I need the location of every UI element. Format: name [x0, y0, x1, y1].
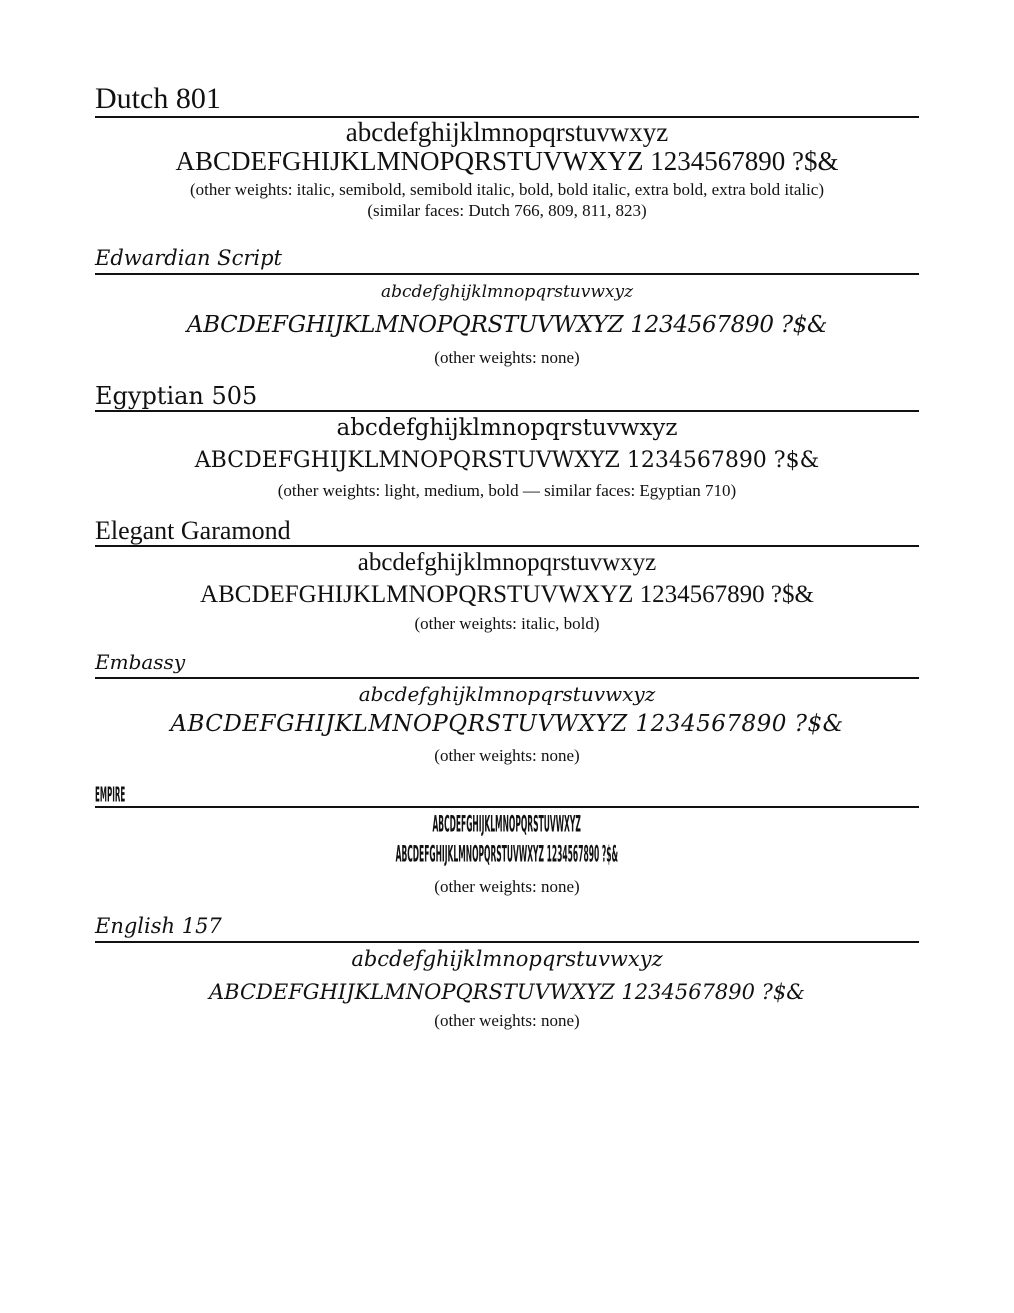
other-weights-note: (other weights: italic, bold) [414, 614, 600, 633]
divider-rule [95, 410, 919, 412]
uppercase-sample: ABCDEFGHIJKLMNOPQRSTUVWXYZ 1234567890 ?$& [175, 146, 839, 176]
uppercase-sample: ABCDEFGHIJKLMNOPQRSTUVWXYZ 1234567890 ?$& [200, 581, 814, 608]
font-name: Egyptian 505 [95, 382, 258, 410]
other-weights-note: (other weights: none) [434, 877, 580, 896]
divider-rule [95, 273, 919, 275]
lowercase-sample: abcdefghijklmnopqrstuvwxyz [336, 415, 678, 441]
uppercase-sample: ABCDEFGHIJKLMNOPQRSTUVWXYZ 1234567890 ?$& [170, 711, 844, 737]
divider-rule [95, 677, 919, 679]
uppercase-sample: ABCDEFGHIJKLMNOPQRSTUVWXYZ 1234567890 ?$& [194, 448, 820, 473]
other-weights-note: (other weights: none) [434, 1011, 580, 1030]
lowercase-sample: abcdefghijklmnopqrstuvwxyz [380, 282, 634, 302]
font-name: EMPIRE [95, 786, 126, 808]
specimen-english-157 [95, 912, 919, 1037]
other-weights-note: (other weights: light, medium, bold — similar faces: Egyptian 710) [277, 481, 737, 500]
lowercase-sample: ABCDEFGHIJKLMNOPQRSTUVWXYZ [432, 811, 582, 838]
lowercase-sample: abcdefghijklmnopqrstuvwxyz [351, 947, 663, 971]
font-name: Edwardian Script [95, 246, 282, 270]
lowercase-sample: abcdefghijklmnopqrstuvwxyz [357, 549, 657, 576]
other-weights-note: (other weights: none) [434, 348, 580, 367]
uppercase-sample-wrap [95, 841, 919, 872]
lowercase-sample: abcdefghijklmnopqrstuvwxyz [358, 682, 656, 706]
divider-rule [95, 941, 919, 943]
lowercase-sample-wrap [95, 811, 919, 842]
specimen-dutch-801 [95, 84, 919, 226]
other-weights-note: (other weights: italic, semibold, semibold italic, bold, bold italic, extra bold, extra bold italic) [189, 180, 825, 199]
lowercase-sample: abcdefghijklmnopqrstuvwxyz [345, 117, 669, 147]
divider-rule [95, 545, 919, 547]
font-name: Elegant Garamond [95, 516, 291, 545]
specimen-edwardian-script [95, 246, 919, 371]
uppercase-sample: ABCDEFGHIJKLMNOPQRSTUVWXYZ 1234567890 ?$& [186, 312, 828, 338]
uppercase-sample: ABCDEFGHIJKLMNOPQRSTUVWXYZ 1234567890 ?$& [209, 980, 805, 1004]
font-name: English 157 [95, 914, 222, 938]
specimen-egyptian-505 [95, 384, 919, 504]
font-name: Dutch 801 [95, 82, 221, 115]
specimen-empire [95, 786, 919, 902]
font-name: Embassy [95, 650, 186, 674]
similar-faces-note: (similar faces: Dutch 766, 809, 811, 823) [367, 201, 647, 220]
uppercase-sample: ABCDEFGHIJKLMNOPQRSTUVWXYZ 1234567890 ?$& [395, 841, 619, 868]
font-name-wrap [95, 786, 135, 808]
divider-rule [95, 806, 919, 808]
other-weights-note: (other weights: none) [434, 746, 580, 765]
specimen-embassy [95, 650, 919, 770]
specimen-elegant-garamond [95, 518, 919, 636]
